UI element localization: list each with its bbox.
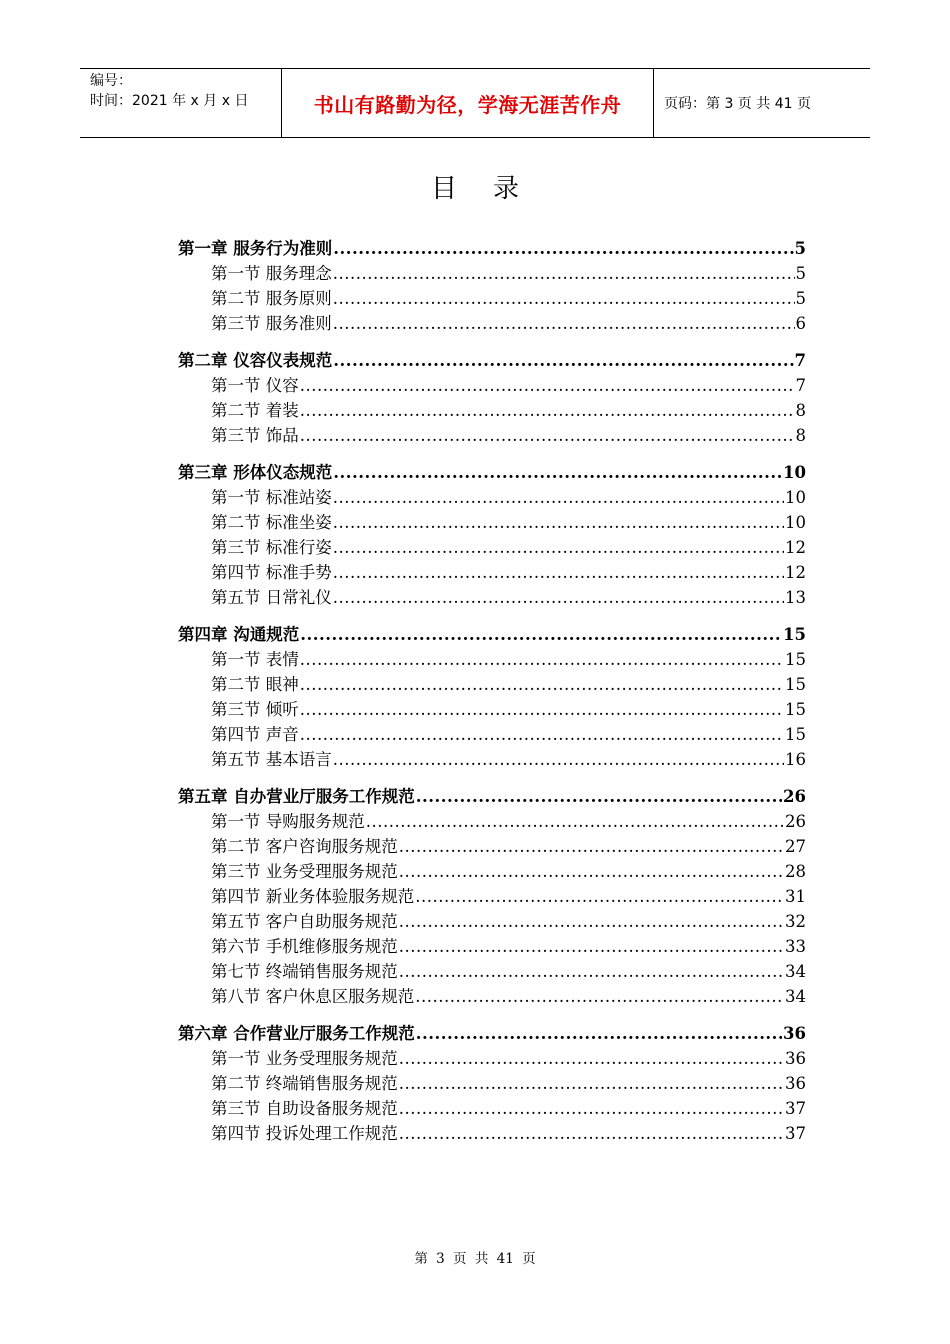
toc-section-entry[interactable] bbox=[178, 485, 806, 510]
toc-leader-dots bbox=[300, 722, 784, 747]
toc-leader-dots bbox=[366, 809, 784, 834]
toc-section-entry[interactable] bbox=[178, 672, 806, 697]
toc-entry-page: 27 bbox=[785, 837, 806, 856]
toc-section-entry[interactable] bbox=[178, 834, 806, 859]
toc-title: 目录 bbox=[430, 174, 555, 204]
toc-leader-dots bbox=[399, 934, 784, 959]
toc-chapter-entry[interactable] bbox=[178, 1021, 806, 1046]
toc-leader-dots bbox=[415, 884, 784, 909]
toc-entry-page: 15 bbox=[785, 650, 806, 669]
toc-entry-page: 33 bbox=[785, 937, 806, 956]
header-page-info: 页码：第 3 页 共 41 页 bbox=[664, 96, 811, 112]
toc-entry-label: 第一节 导购服务规范 bbox=[211, 812, 365, 831]
toc-leader-dots bbox=[399, 859, 784, 884]
toc-section-entry[interactable] bbox=[178, 1121, 806, 1146]
toc-section-entry[interactable] bbox=[178, 859, 806, 884]
toc-entry-label: 第六节 手机维修服务规范 bbox=[211, 937, 398, 956]
toc-leader-dots bbox=[333, 535, 784, 560]
toc-leader-dots bbox=[300, 373, 795, 398]
toc-chapter-entry[interactable] bbox=[178, 348, 806, 373]
header-meta bbox=[80, 69, 282, 137]
toc-leader-dots bbox=[333, 236, 793, 261]
toc-entry-page: 12 bbox=[785, 538, 806, 557]
toc-section-entry[interactable] bbox=[178, 510, 806, 535]
toc-entry-page: 10 bbox=[783, 463, 806, 482]
toc-entry-page: 13 bbox=[785, 588, 806, 607]
toc-entry-label: 第六章 合作营业厅服务工作规范 bbox=[178, 1024, 415, 1043]
toc-section-entry[interactable] bbox=[178, 647, 806, 672]
toc-section-entry[interactable] bbox=[178, 1096, 806, 1121]
toc-leader-dots bbox=[300, 398, 795, 423]
toc-entry-label: 第一节 业务受理服务规范 bbox=[211, 1049, 398, 1068]
toc-leader-dots bbox=[416, 1021, 782, 1046]
toc-section-entry[interactable] bbox=[178, 535, 806, 560]
toc-entry-label: 第一章 服务行为准则 bbox=[178, 239, 333, 258]
toc-entry-label: 第一节 标准站姿 bbox=[211, 488, 332, 507]
toc-chapter-entry[interactable] bbox=[178, 622, 806, 647]
toc-entry-label: 第一节 表情 bbox=[211, 650, 299, 669]
toc-entry-label: 第四章 沟通规范 bbox=[178, 625, 300, 644]
toc-leader-dots bbox=[399, 1121, 784, 1146]
toc-entry-label: 第七节 终端销售服务规范 bbox=[211, 962, 398, 981]
toc-entry-page: 37 bbox=[785, 1099, 806, 1118]
toc-section-entry[interactable] bbox=[178, 909, 806, 934]
toc-entry-page: 36 bbox=[785, 1049, 806, 1068]
toc-entry-page: 28 bbox=[785, 862, 806, 881]
toc-entry-page: 8 bbox=[795, 401, 806, 420]
toc-entry-page: 6 bbox=[795, 314, 806, 333]
toc-leader-dots bbox=[333, 286, 795, 311]
toc-section-entry[interactable] bbox=[178, 959, 806, 984]
toc-entry-label: 第五节 基本语言 bbox=[211, 750, 332, 769]
toc-entry-page: 37 bbox=[785, 1124, 806, 1143]
toc-entry-label: 第二节 客户咨询服务规范 bbox=[211, 837, 398, 856]
toc-entry-page: 32 bbox=[785, 912, 806, 931]
toc-entry-page: 8 bbox=[795, 426, 806, 445]
toc-entry-page: 7 bbox=[794, 351, 806, 370]
toc-leader-dots bbox=[333, 485, 784, 510]
toc-entry-label: 第三节 业务受理服务规范 bbox=[211, 862, 398, 881]
toc-entry-page: 26 bbox=[785, 812, 806, 831]
toc-entry-label: 第二节 服务原则 bbox=[211, 289, 332, 308]
toc-section-entry[interactable] bbox=[178, 1046, 806, 1071]
toc-section-entry[interactable] bbox=[178, 261, 806, 286]
toc-entry-page: 36 bbox=[785, 1074, 806, 1093]
toc-leader-dots bbox=[415, 984, 784, 1009]
toc-entry-label: 第一节 仪容 bbox=[211, 376, 299, 395]
toc-entry-label: 第四节 新业务体验服务规范 bbox=[211, 887, 415, 906]
toc-leader-dots bbox=[416, 784, 782, 809]
toc-section-entry[interactable] bbox=[178, 1071, 806, 1096]
toc-entry-page: 10 bbox=[785, 488, 806, 507]
toc-chapter-entry[interactable] bbox=[178, 460, 806, 485]
toc-entry-page: 10 bbox=[785, 513, 806, 532]
document-number-label: 编号： bbox=[90, 73, 132, 89]
toc-leader-dots bbox=[300, 647, 784, 672]
toc-entry-page: 16 bbox=[785, 750, 806, 769]
toc-entry-label: 第三节 饰品 bbox=[211, 426, 299, 445]
toc-section-entry[interactable] bbox=[178, 560, 806, 585]
toc-entry-label: 第三节 倾听 bbox=[211, 700, 299, 719]
table-of-contents bbox=[178, 236, 806, 1146]
toc-leader-dots bbox=[300, 672, 784, 697]
toc-entry-page: 15 bbox=[785, 675, 806, 694]
toc-entry-page: 15 bbox=[783, 625, 806, 644]
toc-chapter-entry[interactable] bbox=[178, 236, 806, 261]
toc-leader-dots bbox=[300, 697, 784, 722]
toc-entry-label: 第四节 标准手势 bbox=[211, 563, 332, 582]
toc-section-entry[interactable] bbox=[178, 884, 806, 909]
toc-section-entry[interactable] bbox=[178, 934, 806, 959]
toc-entry-label: 第五章 自办营业厅服务工作规范 bbox=[178, 787, 415, 806]
toc-leader-dots bbox=[399, 1046, 784, 1071]
toc-leader-dots bbox=[333, 261, 795, 286]
toc-leader-dots bbox=[333, 460, 782, 485]
toc-leader-dots bbox=[399, 1096, 784, 1121]
toc-entry-label: 第五节 客户自助服务规范 bbox=[211, 912, 398, 931]
toc-entry-label: 第三章 形体仪态规范 bbox=[178, 463, 333, 482]
toc-leader-dots bbox=[300, 622, 782, 647]
toc-entry-label: 第二节 标准坐姿 bbox=[211, 513, 332, 532]
toc-entry-page: 15 bbox=[785, 725, 806, 744]
header-motto: 书山有路勤为径，学海无涯苦作舟 bbox=[282, 69, 654, 137]
toc-leader-dots bbox=[333, 560, 784, 585]
toc-entry-page: 34 bbox=[785, 962, 806, 981]
toc-section-entry[interactable] bbox=[178, 585, 806, 610]
toc-section-entry[interactable] bbox=[178, 286, 806, 311]
toc-entry-page: 26 bbox=[783, 787, 806, 806]
toc-section-entry[interactable] bbox=[178, 697, 806, 722]
toc-section-entry[interactable] bbox=[178, 747, 806, 772]
toc-entry-label: 第二章 仪容仪表规范 bbox=[178, 351, 333, 370]
toc-entry-page: 5 bbox=[794, 239, 806, 258]
page-footer: 第 3 页 共 41 页 bbox=[414, 1251, 536, 1267]
toc-entry-label: 第三节 服务准则 bbox=[211, 314, 332, 333]
toc-leader-dots bbox=[333, 510, 784, 535]
toc-entry-page: 36 bbox=[783, 1024, 806, 1043]
toc-entry-page: 31 bbox=[785, 887, 806, 906]
toc-leader-dots bbox=[399, 834, 784, 859]
toc-section-entry[interactable] bbox=[178, 722, 806, 747]
toc-entry-page: 5 bbox=[795, 264, 806, 283]
toc-leader-dots bbox=[333, 311, 795, 336]
page-header bbox=[80, 68, 870, 138]
toc-entry-label: 第四节 声音 bbox=[211, 725, 299, 744]
toc-entry-page: 15 bbox=[785, 700, 806, 719]
toc-entry-label: 第五节 日常礼仪 bbox=[211, 588, 332, 607]
toc-section-entry[interactable] bbox=[178, 311, 806, 336]
toc-entry-label: 第四节 投诉处理工作规范 bbox=[211, 1124, 398, 1143]
toc-section-entry[interactable] bbox=[178, 984, 806, 1009]
toc-entry-page: 34 bbox=[785, 987, 806, 1006]
toc-entry-page: 5 bbox=[795, 289, 806, 308]
toc-leader-dots bbox=[333, 348, 793, 373]
toc-entry-label: 第三节 标准行姿 bbox=[211, 538, 332, 557]
toc-leader-dots bbox=[399, 959, 784, 984]
toc-section-entry[interactable] bbox=[178, 373, 806, 398]
toc-leader-dots bbox=[333, 747, 784, 772]
toc-entry-page: 7 bbox=[795, 376, 806, 395]
toc-section-entry[interactable] bbox=[178, 809, 806, 834]
toc-leader-dots bbox=[333, 585, 784, 610]
toc-leader-dots bbox=[399, 909, 784, 934]
toc-section-entry[interactable] bbox=[178, 423, 806, 448]
toc-chapter-entry[interactable] bbox=[178, 784, 806, 809]
toc-leader-dots bbox=[399, 1071, 784, 1096]
document-time-label: 时间：2021 年 x 月 x 日 bbox=[90, 93, 249, 109]
toc-entry-label: 第二节 终端销售服务规范 bbox=[211, 1074, 398, 1093]
toc-section-entry[interactable] bbox=[178, 398, 806, 423]
toc-entry-label: 第二节 眼神 bbox=[211, 675, 299, 694]
toc-entry-label: 第八节 客户休息区服务规范 bbox=[211, 987, 415, 1006]
toc-entry-page: 12 bbox=[785, 563, 806, 582]
toc-leader-dots bbox=[300, 423, 795, 448]
toc-entry-label: 第一节 服务理念 bbox=[211, 264, 332, 283]
toc-entry-label: 第二节 着装 bbox=[211, 401, 299, 420]
toc-entry-label: 第三节 自助设备服务规范 bbox=[211, 1099, 398, 1118]
